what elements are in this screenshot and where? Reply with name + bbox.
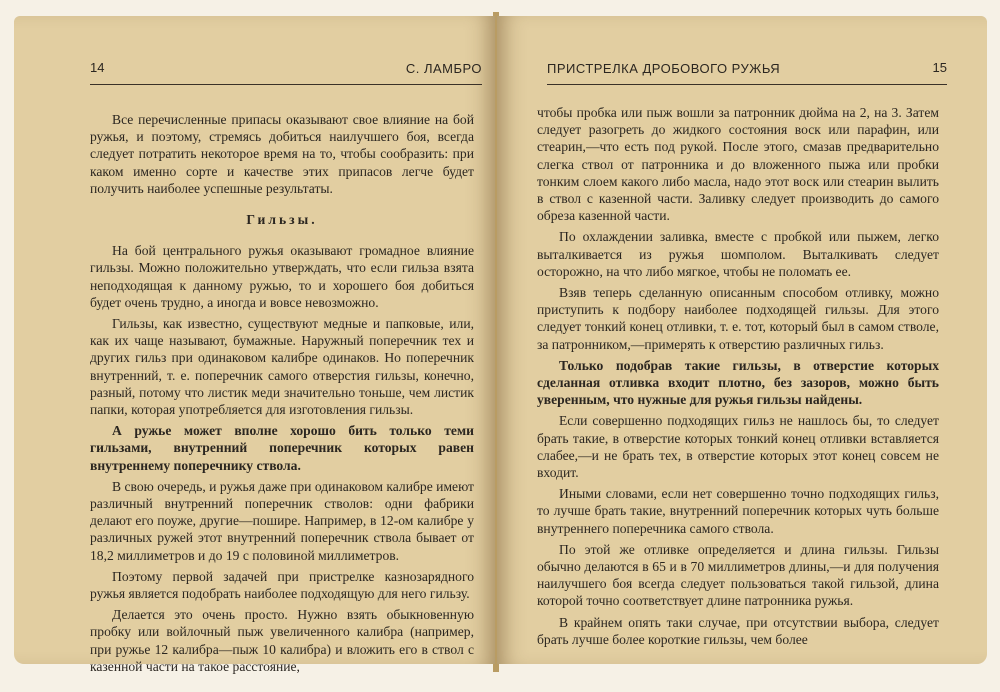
right-page-header [547,60,947,80]
running-head: ПРИСТРЕЛКА ДРОБОВОГО РУЖЬЯ [547,61,781,76]
paragraph: В свою очередь, и ружья даже при одинаковом калибре имеют различный внутренний поперечник стволов: одни фабрики делают его поуже, другие—пошире. Например, в 12-ом калибре у различных ружей этот внутренний поперечник ствола бывает от 18,2 миллиметров и до 19 с половиной миллиметров. [90,478,474,563]
paragraph: чтобы пробка или пыж вошли за патронник дюйма на 2, на 3. Затем следует разогреть до жидкого состояния воск или парафин, или стеарин,—что есть под рукой. После этого, смазав предварительно слегка ствол от патронника и до вложенного пыжа или пробки тонким слоем какого либо масла, надо этот воск или стеарин вылить в ствол с казенной части. Заливку следует производить до самого обреза казенной части. [537,105,939,224]
page-number: 15 [932,60,947,75]
header-rule [90,84,482,85]
paragraph: Делается это очень просто. Нужно взять обыкновенную пробку или войлочный пыж увеличенного калибра (например, при ружье 12 калибра—пыж 10 калибра) и вложить его в ствол с казенной части на такое расстояние, [90,607,474,674]
paragraph: По этой же отливке определяется и длина гильзы. Гильзы обычно делаются в 65 и в 70 миллиметров длины,—и для получения наилучшего боя всегда следует пользоваться такой гильзой, длина которой точно соответствует длине патронника ружья. [537,541,939,609]
running-head: С. ЛАМБРО [405,61,482,76]
header-rule [547,84,947,85]
paragraph: На бой центрального ружья оказывают громадное влияние гильзы. Можно положительно утверждать, что если гильза взята неподходящая к данному ружью, то и хорошего боя добиться будет очень трудно, а иногда и вовсе невозможно. [90,243,474,310]
paragraph: Взяв теперь сделанную описанным способом отливку, можно приступить к подбору наиболее подходящей гильзы. Для этого следует тонкий конец отливки, т. е. тот, который был в самом стволе, за патронником,—примерять к отверстию различных гильз. [537,285,939,352]
paragraph-bold: Только подобрав такие гильзы, в отверстие которых сделанная отливка входит плотно, без зазоров, можно быть уверенным, что нужные для ружья гильзы найдены. [537,357,939,408]
left-page-body [90,111,474,679]
paragraph: Все перечисленные припасы оказывают свое влияние на бой ружья, и поэтому, стремясь добиться наилучшего боя, всегда следует потратить некоторое время на то, чтобы сообразить: при каком именно сорте и качестве этих припасов легче будет получить наиболее успешные результаты. [90,112,474,196]
paragraph: Поэтому первой задачей при пристрелке казнозарядного ружья является подобрать наиболее подходящую для него гильзу. [90,568,474,602]
paragraph-bold: А ружье может вполне хорошо бить только теми гильзами, внутренний поперечник которых равен внутреннему поперечнику ствола. [90,423,474,473]
paragraph: Если совершенно подходящих гильз не нашлось бы, то следует брать такие, в отверстие которых тонкий конец отливки вставляется слабее,—и не брать тех, в отверстие которых этот конец совсем не входит. [537,413,939,481]
page-number: 14 [90,60,105,75]
paragraph: Гильзы, как известно, существуют медные и папковые, или, как их чаще называют, бумажные. Наружный поперечник тех и других гильз при одинаковом калибре одинаков. Но поперечник внутренний, т. е. поперечник самого отверстия гильзы, конечно, разный, потому что листик меди значительно тоньше, чем листик папки, которая употребляется для изготовления гильзы. [90,316,474,418]
section-heading: Гильзы. [246,212,318,228]
paragraph: По охлаждении заливка, вместе с пробкой или пыжем, легко выталкивается из ружья шомполом. Выталкивать следует осторожно, на что либо мягкое, чтобы не поломать ее. [537,229,939,279]
paragraph: В крайнем опять таки случае, при отсутствии выбора, следует брать лучше более короткие гильзы, чем более [537,614,939,647]
right-page [497,16,987,664]
paragraph: Иными словами, если нет совершенно точно подходящих гильз, то лучше брать такие, внутренний поперечник которых чуть больше внутреннего поперечника самого ствола. [537,486,939,536]
left-page [14,16,495,674]
left-page-header [90,60,482,80]
right-page-body [537,104,939,652]
